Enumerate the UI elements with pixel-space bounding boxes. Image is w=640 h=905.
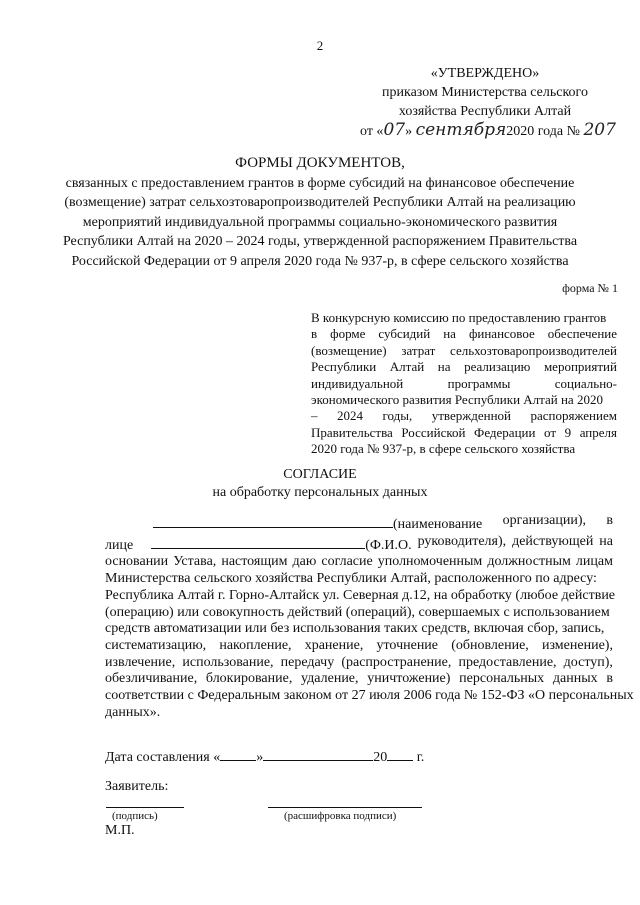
approval-status: «УТВЕРЖДЕНО» xyxy=(430,66,540,81)
addressee-line: Правительства Российской Федерации от 9 апреля xyxy=(311,424,617,440)
seal-placeholder: М.П. xyxy=(105,823,135,838)
body-line: основании Устава, настоящим даю согласие уполномоченным должностным лицам xyxy=(105,554,613,570)
handwritten-day: 07 xyxy=(383,120,406,140)
consent-title: СОГЛАСИЕ xyxy=(283,467,357,482)
manager-name-blank[interactable] xyxy=(151,534,365,549)
signature-decoding-caption: (расшифровка подписи) xyxy=(284,810,397,822)
year-blank[interactable] xyxy=(387,746,413,761)
month-blank[interactable] xyxy=(263,746,373,761)
consent-subtitle: на обработку персональных данных xyxy=(212,485,428,500)
handwritten-number: 207 xyxy=(583,120,616,140)
applicant-label: Заявитель: xyxy=(105,779,169,794)
signature-decoding-line[interactable] xyxy=(268,807,422,808)
addressee-line: экономического развития Республики Алтай на 2020 xyxy=(311,392,603,408)
title-line: мероприятий индивидуальной программы социально-экономического развития xyxy=(82,214,558,230)
date-year: 20 xyxy=(373,750,388,765)
date-line xyxy=(105,746,424,766)
approval-from: от « xyxy=(360,124,384,139)
addressee-line: индивидуальной программы социально- xyxy=(311,375,617,391)
approval-year: 2020 года № xyxy=(506,124,580,139)
approval-date-line xyxy=(360,120,616,141)
handwritten-month: сентября xyxy=(415,120,507,140)
body-line: извлечение, использование, передачу (распространение, предоставление, доступ), xyxy=(105,654,613,670)
signature-caption: (подпись) xyxy=(112,810,158,822)
body-line: обезличивание, блокирование, удаление, уничтожение) персональных данных в xyxy=(105,671,613,687)
form-number: форма № 1 xyxy=(562,281,618,295)
day-blank[interactable] xyxy=(220,746,256,761)
date-suffix: г. xyxy=(416,750,425,765)
approval-block xyxy=(360,64,616,141)
organization-name-blank[interactable] xyxy=(153,513,393,528)
addressee-line: в форме субсидий на финансовое обеспечение xyxy=(311,326,617,342)
date-label: Дата составления « xyxy=(105,750,221,765)
title-line: связанных с предоставлением грантов в форме субсидий на финансовое обеспечение xyxy=(65,175,575,191)
addressee-line: Республики Алтай на реализацию мероприятий xyxy=(311,359,617,375)
approval-line: хозяйства Республики Алтай xyxy=(398,104,572,119)
body-line: средств автоматизации или без использования таких средств, включая сбор, запись, xyxy=(105,621,605,637)
addressee-line: – 2024 годы, утвержденной распоряжением xyxy=(311,408,617,424)
addressee-line: В конкурсную комиссию по предоставлению грантов xyxy=(311,310,607,325)
addressee-block xyxy=(311,310,617,458)
consent-heading xyxy=(0,466,640,502)
page-number: 2 xyxy=(316,38,324,53)
title-line: (возмещение) затрат сельхозтоваропроизводителей Республики Алтай на реализацию xyxy=(64,195,576,210)
body-line: данных». xyxy=(105,704,161,720)
document-title-block xyxy=(40,154,600,271)
body-line: Республика Алтай г. Горно-Алтайск ул. Северная д.12, на обработку (любое действие xyxy=(105,587,616,603)
document-title: ФОРМЫ ДОКУМЕНТОВ, xyxy=(235,155,405,171)
body-line: (наименование организации), в xyxy=(105,513,613,534)
body-line: систематизацию, накопление, хранение, уточнение (обновление, изменение), xyxy=(105,637,613,653)
body-line: лице (Ф.И.О. руководителя), действующей на xyxy=(105,533,613,553)
approval-line: приказом Министерства сельского xyxy=(382,85,588,100)
addressee-line: 2020 года № 937-р, в сфере сельского хозяйства xyxy=(311,441,576,457)
title-line: Республики Алтай на 2020 – 2024 годы, утвержденной распоряжением Правительства xyxy=(62,234,578,249)
approval-mid: » xyxy=(405,124,413,139)
body-line: соответствии с Федеральным законом от 27 июля 2006 года № 152-ФЗ «О персональных xyxy=(105,688,634,704)
body-line: (операцию) или совокупность действий (операций), совершаемых с использованием xyxy=(105,604,610,620)
consent-body xyxy=(105,513,634,721)
addressee-line: (возмещение) затрат сельхозтоваропроизводителей xyxy=(311,342,617,358)
signature-line[interactable] xyxy=(106,807,184,808)
title-line: Российской Федерации от 9 апреля 2020 года № 937-р, в сфере сельского хозяйства xyxy=(71,253,569,269)
date-mid: » xyxy=(256,750,264,765)
body-line: Министерства сельского хозяйства Республики Алтай, расположенного по адресу: xyxy=(105,571,597,587)
